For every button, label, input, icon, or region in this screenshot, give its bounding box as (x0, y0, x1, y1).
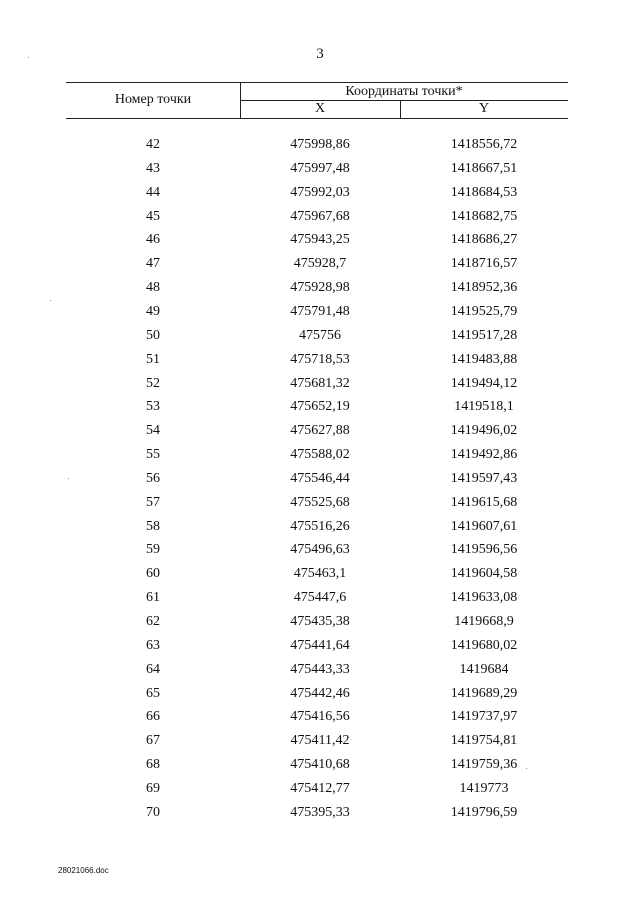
x-coordinate-cell: 475463,1 (293, 566, 347, 582)
table-row (66, 352, 568, 376)
y-coordinate-cell: 1419737,97 (450, 709, 518, 725)
table-row (66, 686, 568, 710)
table-row (66, 161, 568, 185)
x-coordinate-cell: 475435,38 (290, 614, 350, 629)
point-number-cell: 48 (146, 280, 160, 296)
point-number-cell: 43 (146, 160, 160, 176)
table-row (66, 209, 568, 233)
x-coordinate-cell: 475967,68 (290, 208, 350, 224)
y-coordinate-cell: 1419615,68 (450, 494, 518, 510)
table-row (66, 614, 568, 638)
point-number-cell: 50 (146, 327, 160, 343)
table-row (66, 781, 568, 805)
page-number: 3 (316, 46, 324, 62)
point-number-cell: 42 (146, 137, 160, 152)
x-coordinate-cell: 475718,53 (290, 351, 350, 367)
point-number-cell: 52 (146, 375, 160, 391)
x-coordinate-cell: 475546,44 (290, 470, 350, 486)
y-coordinate-cell: 1419604,58 (450, 566, 518, 582)
y-coordinate-cell: 1418667,51 (450, 160, 518, 176)
y-coordinate-cell: 1418682,75 (450, 208, 518, 224)
point-number-cell: 65 (146, 685, 160, 701)
x-coordinate-cell: 475627,88 (290, 423, 350, 439)
y-coordinate-cell: 1419684 (459, 661, 509, 677)
y-coordinate-cell: 1419754,81 (450, 733, 518, 749)
point-number-cell: 57 (146, 494, 160, 510)
point-number-cell: 49 (146, 303, 160, 319)
document-filename: 28021066.doc (58, 866, 109, 875)
x-coordinate-cell: 475588,02 (290, 447, 350, 463)
table-row (66, 542, 568, 566)
point-number-cell: 67 (146, 733, 160, 749)
table-row (66, 519, 568, 543)
scan-speck (526, 768, 527, 769)
y-coordinate-cell: 1419668,9 (454, 614, 514, 629)
scan-speck (50, 300, 51, 301)
table-row (66, 709, 568, 733)
point-number-cell: 64 (146, 661, 160, 677)
x-coordinate-cell: 475756 (299, 327, 341, 343)
point-number-cell: 61 (146, 590, 160, 606)
table-row (66, 137, 568, 161)
y-coordinate-cell: 1419796,59 (450, 804, 518, 820)
table-row (66, 590, 568, 614)
scan-speck (68, 478, 69, 479)
header-coordinates: Координаты точки* (345, 84, 463, 99)
x-coordinate-cell: 475411,42 (290, 733, 350, 749)
y-coordinate-cell: 1419597,43 (450, 470, 518, 486)
y-coordinate-cell: 1419773 (459, 780, 509, 796)
y-coordinate-cell: 1419680,02 (450, 637, 518, 653)
point-number-cell: 59 (146, 542, 160, 558)
x-coordinate-cell: 475442,46 (290, 685, 350, 701)
x-coordinate-cell: 475525,68 (290, 494, 350, 510)
table-row (66, 447, 568, 471)
point-number-cell: 46 (146, 232, 160, 248)
x-coordinate-cell: 475681,32 (290, 375, 350, 391)
x-coordinate-cell: 475928,7 (293, 256, 347, 272)
y-coordinate-cell: 1419492,86 (450, 447, 518, 463)
table-row (66, 376, 568, 400)
x-coordinate-cell: 475997,48 (290, 160, 350, 176)
x-coordinate-cell: 475943,25 (290, 232, 350, 248)
header-point-number: Номер точки (114, 92, 192, 107)
point-number-cell: 54 (146, 423, 160, 439)
point-number-cell: 63 (146, 637, 160, 653)
table-row (66, 757, 568, 781)
header-y: Y (478, 101, 490, 116)
y-coordinate-cell: 1419633,08 (450, 590, 518, 606)
table-row (66, 423, 568, 447)
x-coordinate-cell: 475516,26 (290, 518, 350, 534)
scan-speck (28, 57, 29, 58)
x-coordinate-cell: 475395,33 (290, 804, 350, 820)
point-number-cell: 68 (146, 757, 160, 773)
table-row (66, 256, 568, 280)
header-bottom-rule (66, 118, 568, 119)
table-row (66, 733, 568, 757)
y-coordinate-cell: 1419525,79 (450, 303, 518, 319)
x-coordinate-cell: 475998,86 (290, 137, 350, 152)
y-coordinate-cell: 1419483,88 (450, 351, 518, 367)
y-coordinate-cell: 1419759,36 (450, 757, 518, 773)
point-number-cell: 66 (146, 709, 160, 725)
y-coordinate-cell: 1419518,1 (454, 399, 514, 415)
x-coordinate-cell: 475928,98 (290, 280, 350, 296)
x-coordinate-cell: 475416,56 (290, 709, 350, 725)
point-number-cell: 55 (146, 447, 160, 463)
point-number-cell: 45 (146, 208, 160, 224)
table-row (66, 662, 568, 686)
y-coordinate-cell: 1419607,61 (450, 518, 518, 534)
y-coordinate-cell: 1418952,36 (450, 280, 518, 296)
y-coordinate-cell: 1419494,12 (450, 375, 518, 391)
table-row (66, 471, 568, 495)
point-number-cell: 44 (146, 184, 160, 200)
point-number-cell: 47 (146, 256, 160, 272)
y-coordinate-cell: 1418716,57 (450, 256, 518, 272)
point-number-cell: 69 (146, 780, 160, 796)
point-number-cell: 60 (146, 566, 160, 582)
x-coordinate-cell: 475447,6 (293, 590, 347, 606)
point-number-cell: 56 (146, 470, 160, 486)
point-number-cell: 53 (146, 399, 160, 415)
x-coordinate-cell: 475410,68 (290, 757, 350, 773)
table-row (66, 232, 568, 256)
x-coordinate-cell: 475652,19 (290, 399, 350, 415)
table-row (66, 280, 568, 304)
point-number-cell: 62 (146, 614, 160, 629)
table-row (66, 566, 568, 590)
x-coordinate-cell: 475441,64 (290, 637, 350, 653)
y-coordinate-cell: 1419596,56 (450, 542, 518, 558)
table-row (66, 805, 568, 829)
point-number-cell: 58 (146, 518, 160, 534)
y-coordinate-cell: 1418684,53 (450, 184, 518, 200)
x-coordinate-cell: 475443,33 (290, 661, 350, 677)
x-coordinate-cell: 475496,63 (290, 542, 350, 558)
header-x: X (314, 101, 326, 116)
table-row (66, 495, 568, 519)
y-coordinate-cell: 1418686,27 (450, 232, 518, 248)
point-number-cell: 51 (146, 351, 160, 367)
table-row (66, 304, 568, 328)
x-coordinate-cell: 475412,77 (290, 780, 350, 796)
table-row (66, 638, 568, 662)
y-coordinate-cell: 1418556,72 (450, 137, 518, 152)
y-coordinate-cell: 1419517,28 (450, 327, 518, 343)
table-row (66, 399, 568, 423)
header-top-rule (66, 82, 568, 83)
x-coordinate-cell: 475791,48 (290, 303, 350, 319)
table-row (66, 328, 568, 352)
y-coordinate-cell: 1419496,02 (450, 423, 518, 439)
x-coordinate-cell: 475992,03 (290, 184, 350, 200)
point-number-cell: 70 (146, 804, 160, 820)
table-row (66, 185, 568, 209)
y-coordinate-cell: 1419689,29 (450, 685, 518, 701)
